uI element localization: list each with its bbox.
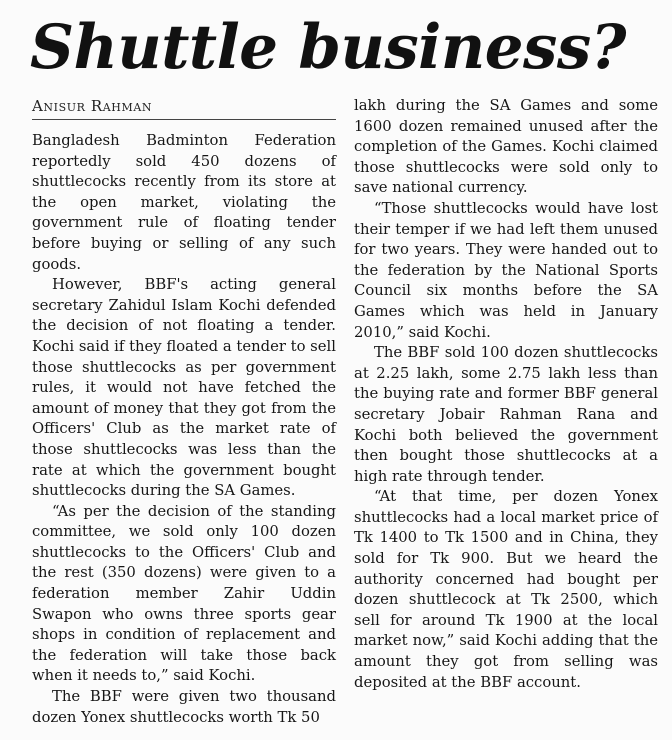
paragraph: The BBF sold 100 dozen shuttlecocks at 2.25 lakh, some 2.75 lakh less than the buying rate and former BBF general secretary Jobair Rahman Rana and Kochi both believed the government then bought those shuttlecocks at a high rate through tender. [354,344,658,485]
article-column-left [32,131,336,728]
paragraph: lakh during the SA Games and some 1600 dozen remained unused after the completion of the Games. Kochi claimed those shuttlecocks were sold only to save national currency. [354,97,658,197]
paragraph: “As per the decision of the standing committee, we sold only 100 dozen shuttlecocks to the Officers' Club and the rest (350 dozens) were given to a federation member Zahir Uddin Swapon who owns three sports gear shops in condition of replacement and the federation will take those back when it needs to,” said Kochi. [32,502,336,685]
paragraph: “Those shuttlecocks would have lost their temper if we had left them unused for two years. They were handed out to the federation by the National Sports Council six months before the SA Games which was held in January 2010,” said Kochi. [354,199,658,341]
paragraph: Bangladesh Badminton Federation reportedly sold 450 dozens of shuttlecocks recently from its store at the open market, violating the government rule of floating tender before buying or selling of any such goods. [32,132,336,273]
byline: Anisur Rahman [32,96,336,120]
paragraph: The BBF were given two thousand dozen Yonex shuttlecocks worth Tk 50 [32,688,336,726]
headline: Shuttle business? [30,12,626,83]
article-column-right [354,96,658,693]
paragraph: However, BBF's acting general secretary Zahidul Islam Kochi defended the decision of not floating a tender. Kochi said if they floated a tender to sell those shuttlecocks as per government rules, it would not have fetched the amount of money that they got from the Officers' Club as the market rate of those shuttlecocks was less than the rate at which the government bought shuttlecocks during the SA Games. [32,276,336,500]
paragraph: “At that time, per dozen Yonex shuttlecocks had a local market price of Tk 1400 to Tk 1500 and in China, they sold for Tk 900. But we heard the authority concerned had bought per dozen shuttlecock at Tk 2500, which sell for around Tk 1900 at the local market now,” said Kochi adding that the amount they got from selling was deposited at the BBF account. [354,488,658,691]
